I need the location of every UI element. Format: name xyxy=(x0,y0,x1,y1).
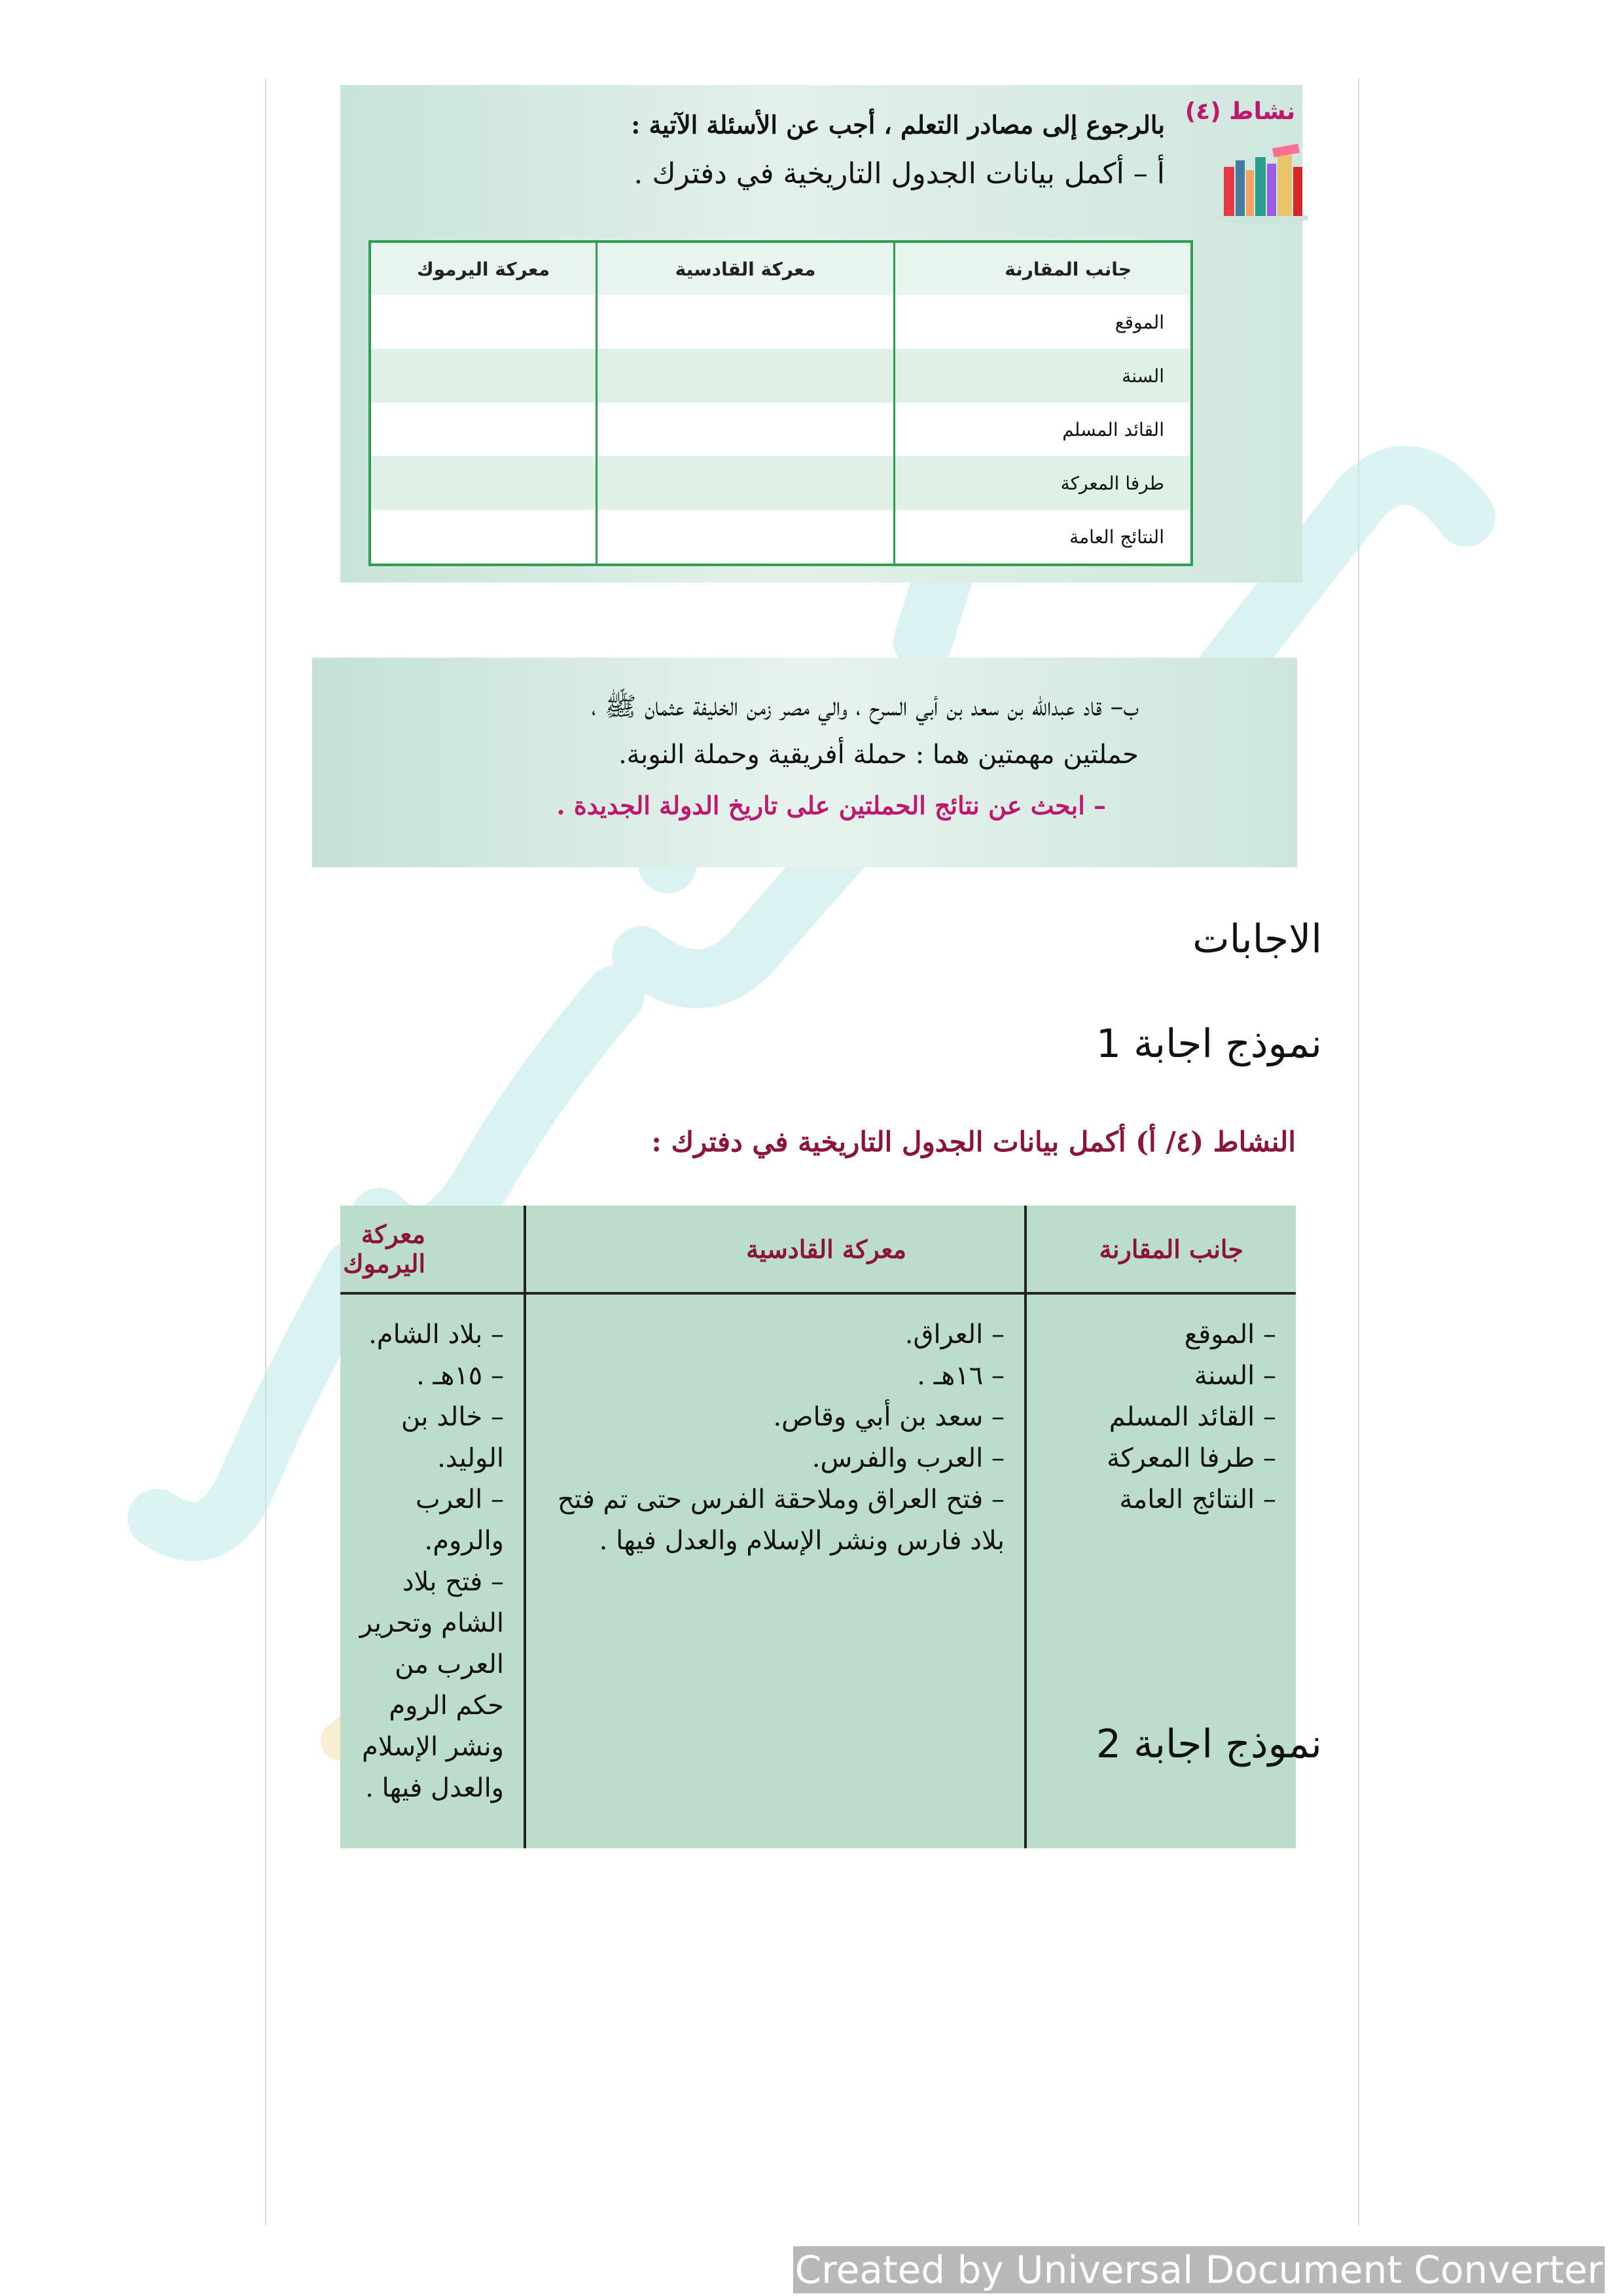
table-cell xyxy=(370,349,597,403)
list-item: – فتح بلاد الشام وتحرير العرب من حكم الروم ونشر الإسلام والعدل فيها . xyxy=(359,1567,504,1803)
table-cell xyxy=(597,403,895,456)
list-item: – خالد بن الوليد. xyxy=(401,1402,504,1473)
answers-heading: الاجابات xyxy=(1192,916,1322,962)
table-row xyxy=(370,349,1192,403)
table-cell xyxy=(597,510,895,565)
list-item: – سعد بن أبي وقاص. xyxy=(773,1402,1005,1432)
table-cell: طرفا المعركة xyxy=(895,456,1192,510)
list-item: – بلاد الشام. xyxy=(368,1319,504,1350)
table-cell xyxy=(597,295,895,349)
table-row xyxy=(370,510,1192,565)
list-item: – السنة xyxy=(1194,1361,1276,1391)
books-icon xyxy=(1211,141,1315,226)
table-cell: الموقع xyxy=(895,295,1192,349)
yarmouk-cell xyxy=(340,1293,525,1848)
table-cell xyxy=(370,295,597,349)
list-item: – ١٦هـ . xyxy=(917,1361,1005,1391)
right-margin-line xyxy=(1358,79,1359,2225)
list-item: – العرب والروم. xyxy=(415,1484,504,1556)
activity-part-a: أ – أكمل بيانات الجدول التاريخية في دفترك . xyxy=(633,157,1165,190)
activity-badge: نشاط (٤) xyxy=(1185,98,1296,125)
table-row xyxy=(370,403,1192,456)
table-cell: السنة xyxy=(895,349,1192,403)
table-row xyxy=(370,456,1192,510)
answer-header: معركة اليرموك xyxy=(340,1206,525,1293)
comparison-table-blank xyxy=(368,240,1193,566)
table-cell xyxy=(597,456,895,510)
list-item: – الموقع xyxy=(1184,1319,1276,1350)
list-item: – طرفا المعركة xyxy=(1107,1443,1276,1473)
part-b-task: – ابحث عن نتائج الحملتين على تاريخ الدولة الجديدة . xyxy=(556,791,1106,820)
model-2-heading: نموذج اجابة 2 xyxy=(1096,1721,1322,1767)
part-b-line-2: حملتين مهمتين هما : حملة أفريقية وحملة النوبة. xyxy=(618,740,1139,770)
table-cell: النتائج العامة xyxy=(895,510,1192,565)
qadisiyah-cell xyxy=(525,1293,1026,1848)
list-item: – ١٥هـ . xyxy=(416,1361,504,1391)
answer-header: جانب المقارنة xyxy=(1026,1206,1296,1293)
converter-footer: Created by Universal Document Converter xyxy=(793,2246,1605,2293)
activity-question: بالرجوع إلى مصادر التعلم ، أجب عن الأسئلة الآتية : xyxy=(631,110,1165,139)
part-b-line-1: ب– قاد عبدالله بن سعد بن أبي السرح ، والي مصر زمن الخليفة عثمان ﷺ ، xyxy=(591,692,1139,722)
left-margin-line xyxy=(265,79,266,2225)
model-1-title: النشاط (٤/ أ) أكمل بيانات الجدول التاريخية في دفترك : xyxy=(651,1126,1296,1158)
table-header: معركة القادسية xyxy=(597,242,895,295)
answer-header: معركة القادسية xyxy=(525,1206,1026,1293)
table-cell xyxy=(597,349,895,403)
list-item: – القائد المسلم xyxy=(1109,1402,1276,1432)
list-item: – العراق. xyxy=(904,1319,1005,1350)
table-header: معركة اليرموك xyxy=(370,242,597,295)
table-row xyxy=(370,295,1192,349)
list-item: – فتح العراق وملاحقة الفرس حتى تم فتح بلاد فارس ونشر الإسلام والعدل فيها . xyxy=(557,1484,1005,1556)
table-cell xyxy=(370,510,597,565)
table-cell xyxy=(370,456,597,510)
list-item: – النتائج العامة xyxy=(1119,1484,1276,1515)
model-1-heading: نموذج اجابة 1 xyxy=(1096,1021,1322,1067)
list-item: – العرب والفرس. xyxy=(812,1443,1005,1473)
table-cell xyxy=(370,403,597,456)
table-header: جانب المقارنة xyxy=(895,242,1192,295)
table-cell: القائد المسلم xyxy=(895,403,1192,456)
